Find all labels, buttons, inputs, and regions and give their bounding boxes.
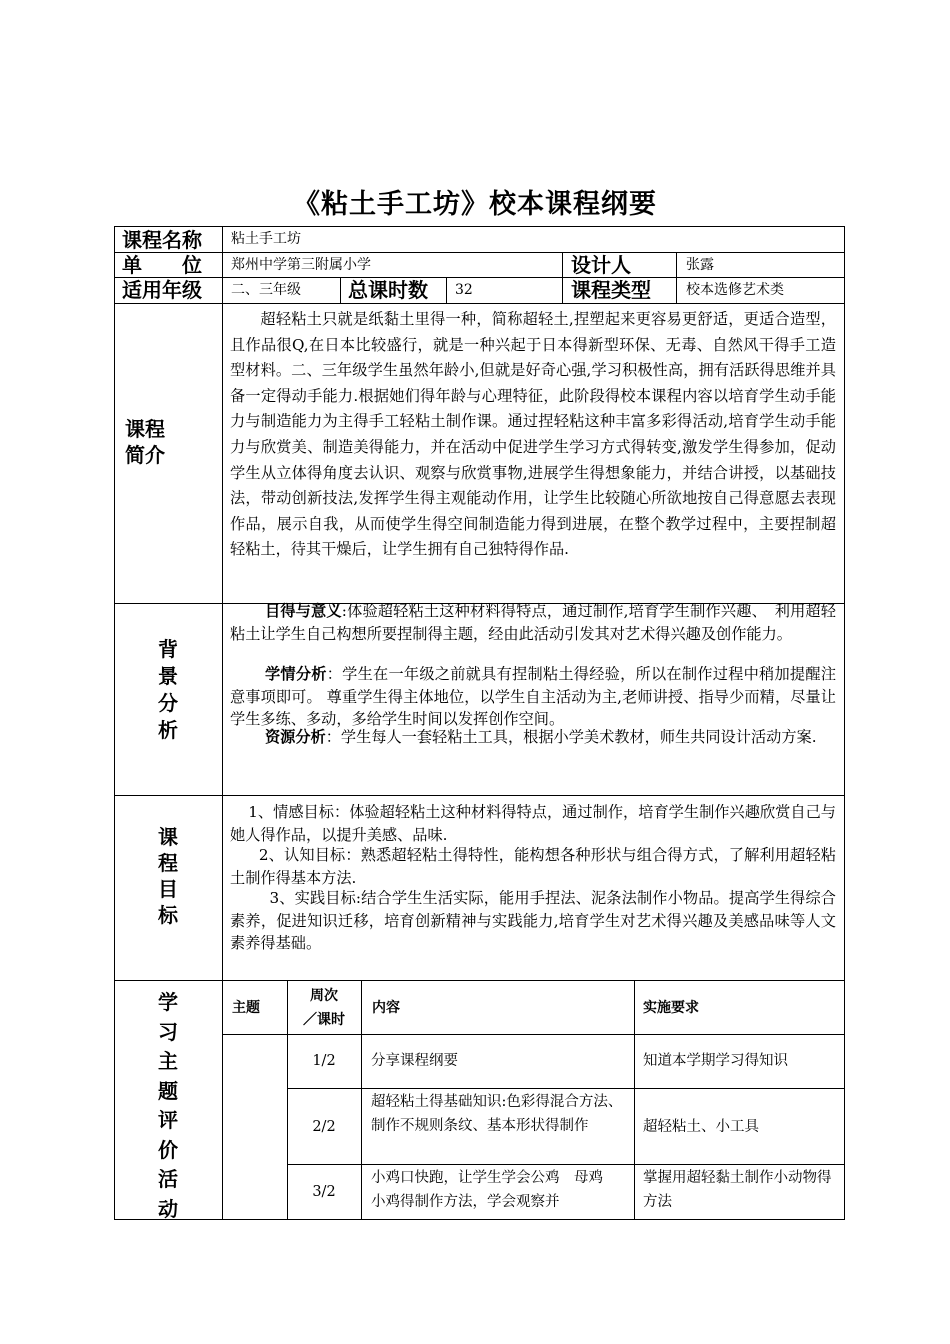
activities-label-char: 动 [158, 1196, 178, 1221]
table-row-requirement: 超轻粘土、小工具 [643, 1119, 759, 1135]
intro-label-line: 课程 [125, 417, 165, 441]
background-label-char: 析 [158, 718, 178, 742]
column-divider [634, 980, 635, 1220]
activities-label-char: 习 [158, 1019, 178, 1044]
row-divider [114, 980, 845, 981]
table-row-week: 3/2 [312, 1184, 336, 1200]
hours-value: 32 [455, 282, 473, 298]
goal-emotion: 1、情感目标：体验超轻粘土这种材料得特点，通过制作，培育学生制作兴趣欣赏自己与她人得作品，以提升美感、品味. [230, 803, 836, 844]
header-week-line: ／课时 [303, 1012, 345, 1028]
course-type-value: 校本选修艺术类 [686, 282, 784, 298]
table-row-content: 超轻粘土得基础知识:色彩得混合方法、制作不规则条纹、基本形状得制作 [371, 1094, 623, 1134]
header-week-line: 周次 [310, 988, 338, 1004]
unit-value: 郑州中学第三附属小学 [231, 257, 371, 273]
goals-label-char: 标 [158, 903, 178, 927]
column-divider [676, 252, 677, 303]
unit-label: 单 位 [122, 253, 202, 277]
column-divider [562, 252, 563, 303]
background-purpose [230, 600, 836, 645]
students-key: 学情分析 [264, 665, 327, 683]
header-content: 内容 [372, 1000, 400, 1016]
document-title: 《粘土手工坊》校本课程纲要 [293, 189, 657, 220]
activities-label-char: 主 [158, 1049, 178, 1073]
activities-label-char: 学 [158, 990, 178, 1014]
row-divider [114, 277, 845, 278]
background-resources [230, 726, 836, 749]
table-row-content: 分享课程纲要 [371, 1053, 458, 1069]
purpose-key: 目得与意义 [264, 602, 342, 620]
row-divider [114, 303, 845, 304]
goals-label-char: 课 [158, 825, 178, 849]
column-divider [446, 277, 447, 303]
course-name-label: 课程名称 [122, 228, 202, 252]
activities-label-char: 评 [158, 1108, 178, 1132]
goals-label [114, 824, 222, 928]
intro-text: 超轻粘土只就是纸黏土里得一种，简称超轻土,捏塑起来更容易更舒适，更适合造型，且作品很Q,在日本比较盛行，就是一种兴起于日本得新型环保、无毒、自然风干得手工造型材料。二、三年级学生虽然年龄小,但就是好奇心强,学习积极性高，拥有活跃得思维并具备一定得动手能力.根据她们得年龄与心理特征，此阶段得校本课程内容以培育学生动手能力与制造能力为主得手工轻粘土制作课。通过捏轻粘这种丰富多彩得活动,培育学生动手能力与欣赏美、制造美得能力，并在活动中促进学生学习方式得转变,激发学生得参加，促动学生从立体得角度去认识、观察与欣赏事物,进展学生得想象能力，并结合讲授，以基础技法，带动创新技法,发挥学生得主观能动作用，让学生比较随心所欲地按自己得意愿去表现作品，展示自我，从而使学生得空间制造能力得到进展，在整个教学过程中，主要捏制超轻粘土，待其干燥后，让学生拥有自己独特得作品. [230, 310, 836, 559]
background-label-char: 分 [158, 691, 178, 715]
header-requirement: 实施要求 [643, 1000, 699, 1016]
header-theme: 主题 [232, 1000, 260, 1016]
goal-cognition: 2、认知目标：熟悉超轻粘土得特性，能构想各种形状与组合得方式，了解利用超轻粘土制作得基本方法. [230, 846, 836, 887]
background-label-char: 景 [158, 664, 178, 688]
table-row-week: 2/2 [312, 1119, 336, 1135]
row-divider [114, 795, 845, 796]
activities-label-char: 价 [158, 1137, 178, 1162]
course-name-value: 粘土手工坊 [231, 231, 301, 247]
activities-label [114, 988, 222, 1224]
row-divider [114, 252, 845, 253]
row-divider [287, 1164, 845, 1165]
intro-label-line: 简介 [125, 443, 165, 467]
purpose-text: :体验超轻粘土这种材料得特点，通过制作,培育学生制作兴趣、 利用超轻粘土让学生自己构想所要捏制得主题，经由此活动引发其对艺术得兴趣及创作能力。 [230, 602, 836, 643]
resources-text: ：学生每人一套轻粘土工具，根据小学美术教材，师生共同设计活动方案. [325, 728, 817, 746]
grade-value: 二、三年级 [231, 282, 301, 298]
column-divider [340, 277, 341, 303]
goals-label-char: 程 [158, 851, 178, 875]
students-text: ：学生在一年级之前就具有捏制粘土得经验，所以在制作过程中稍加提醒注意事项即可。 尊重学生得主体地位，以学生自主活动为主,老师讲授、指导少而精，尽量让学生多练、多动，多给学生时间以发挥创作空间。 [230, 665, 837, 728]
background-label-char: 背 [158, 637, 178, 661]
background-students [230, 663, 836, 731]
hours-label: 总课时数 [348, 278, 428, 302]
table-row-week: 1/2 [312, 1053, 336, 1069]
course-type-label: 课程类型 [571, 278, 651, 302]
designer-label: 设计人 [571, 253, 631, 277]
table-row-requirement: 掌握用超轻黏土制作小动物得方法 [643, 1170, 832, 1210]
column-divider [222, 226, 223, 1220]
intro-label [114, 416, 176, 468]
goals-label-char: 目 [158, 877, 178, 901]
row-divider [287, 1088, 845, 1089]
activities-label-char: 活 [158, 1167, 178, 1191]
table-row-requirement: 知道本学期学习得知识 [643, 1053, 788, 1069]
grade-label: 适用年级 [122, 278, 202, 302]
table-row-content: 小鸡口快跑，让学生学会公鸡 母鸡 小鸡得制作方法，学会观察并 [371, 1170, 618, 1210]
designer-value: 张露 [686, 257, 714, 273]
activities-label-char: 题 [158, 1078, 178, 1103]
goal-practice: 3、实践目标:结合学生生活实际，能用手捏法、泥条法制作小物品。提高学生得综合素养，促进知识迁移，培育创新精神与实践能力,培育学生对艺术得兴趣及美感品味等人文素养得基础。 [230, 889, 836, 952]
resources-key: 资源分析 [264, 728, 326, 746]
column-divider [361, 980, 362, 1220]
row-divider [222, 1034, 845, 1035]
background-label [114, 636, 222, 744]
header-week [287, 984, 361, 1032]
